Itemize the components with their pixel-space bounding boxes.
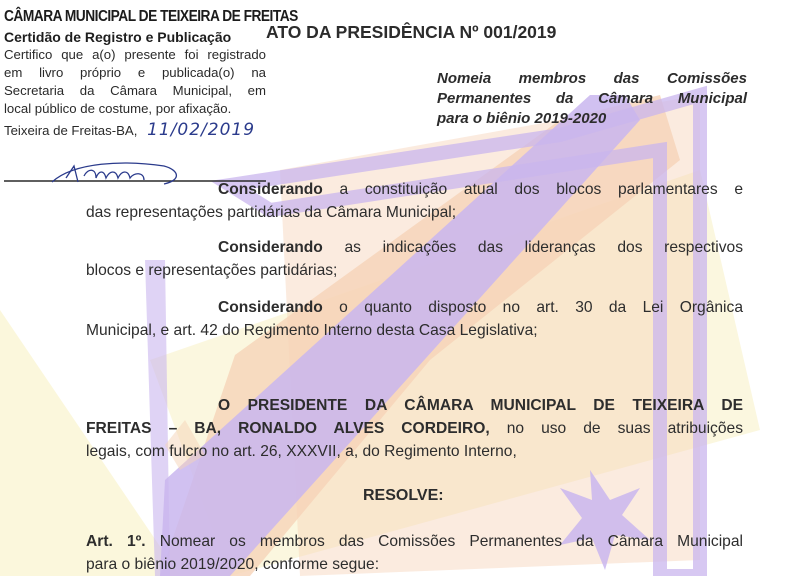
article-label: Art. 1º.: [86, 533, 146, 550]
considerando-text: as indicações das lideranças dos respectivos: [322, 239, 743, 256]
ementa-summary: [437, 69, 747, 129]
preamble-line: O PRESIDENTE DA CÂMARA MUNICIPAL DE TEIXEIRA DE: [218, 397, 743, 414]
article-text: Nomear os membros das Comissões Permanentes da Câmara Municipal: [145, 533, 743, 550]
stamp-subtitle: Certidão de Registro e Publicação: [4, 29, 232, 45]
stamp-handwritten-date: 11/02/2019: [147, 120, 256, 140]
resolve-heading: RESOLVE:: [363, 487, 444, 504]
stamp-line: local público de costume, por afixação.: [4, 101, 232, 116]
stamp-certificate-text: [4, 46, 266, 118]
considerando-keyword: Considerando: [218, 181, 323, 198]
article-1-paragraph: [86, 530, 743, 576]
preamble-text: no uso de suas atribuições: [489, 420, 743, 437]
president-name: FREITAS – BA, RONALDO ALVES CORDEIRO,: [86, 420, 490, 437]
stamp-line: Certifico que a(o) presente foi registrado: [4, 47, 266, 62]
ementa-line: para o biênio 2019-2020: [437, 110, 607, 127]
registration-stamp: [4, 8, 298, 140]
preamble-paragraph: [86, 394, 743, 463]
considerando-paragraph-2: [86, 236, 743, 282]
considerando-keyword: Considerando: [218, 299, 323, 316]
considerando-text: a constituição atual dos blocos parlamentares e: [322, 181, 743, 198]
considerando-text: o quanto disposto no art. 30 da Lei Orgânica: [322, 299, 743, 316]
considerando-paragraph-1: [86, 178, 743, 224]
stamp-place: Teixeira de Freitas-BA,: [4, 123, 138, 138]
considerando-keyword: Considerando: [218, 239, 323, 256]
considerando-paragraph-3: [86, 296, 743, 342]
article-text: para o biênio 2019/2020, conforme segue:: [86, 556, 380, 573]
stamp-line: Secretaria da Câmara Municipal, em: [4, 83, 266, 98]
considerando-text: das representações partidárias da Câmara Municipal;: [86, 204, 457, 221]
ementa-line: Nomeia membros das Comissões: [437, 70, 747, 87]
ementa-line: Permanentes da Câmara Municipal: [437, 90, 747, 107]
considerando-text: blocos e representações partidárias;: [86, 262, 338, 279]
stamp-line: em livro próprio e publicada(o) na: [4, 65, 266, 80]
stamp-place-date: [4, 120, 266, 140]
considerando-text: Municipal, e art. 42 do Regimento Interno desta Casa Legislativa;: [86, 322, 538, 339]
act-title: ATO DA PRESIDÊNCIA Nº 001/2019: [266, 22, 557, 42]
preamble-line: legais, com fulcro no art. 26, XXXVII, a, do Regimento Interno,: [86, 443, 517, 460]
stamp-title: CÂMARA MUNICIPAL DE TEIXEIRA DE FREITAS: [4, 8, 298, 25]
